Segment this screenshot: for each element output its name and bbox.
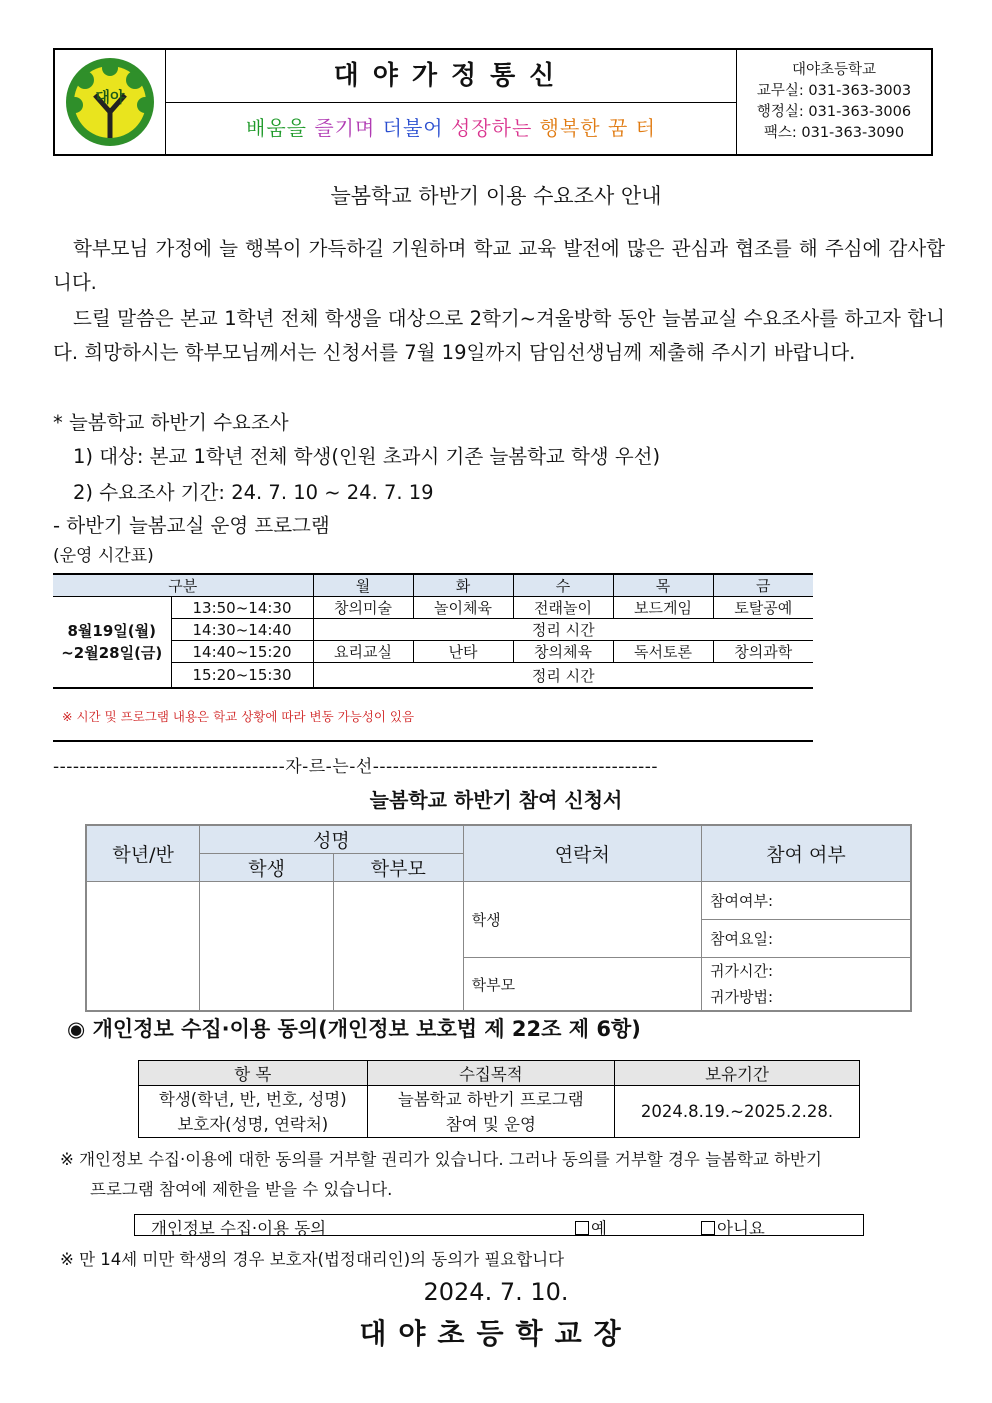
agree-yes-option[interactable]: [575, 1215, 607, 1239]
application-form-title: 늘봄학교 하반기 참여 신청서: [369, 788, 623, 812]
motto-part-3: 더불어: [382, 116, 451, 140]
consent-remark: [60, 1145, 950, 1205]
yes-label: 예: [591, 1219, 607, 1238]
privacy-purpose-line-2: 참여 및 운영: [445, 1114, 536, 1134]
student-name-field[interactable]: [200, 882, 334, 1012]
guardian-remark: ※ 만 14세 미만 학생의 경우 보호자(법정대리인)의 동의가 필요합니다: [60, 1250, 565, 1269]
privacy-header-period: 보유기간: [615, 1061, 860, 1086]
consent-remark-line-2: 프로그램 참여에 제한을 받을 수 있습니다.: [90, 1180, 393, 1199]
privacy-item: [139, 1086, 368, 1138]
header-wed: 수: [513, 574, 613, 597]
header-fri: 금: [713, 574, 813, 597]
form-header-contact: 연락처: [463, 825, 701, 882]
program-fri-2: 창의과학: [713, 641, 813, 663]
home-info-field[interactable]: [702, 958, 912, 1012]
privacy-period: 2024.8.19.~2025.2.28.: [615, 1086, 860, 1138]
period-end: ~2월28일(금): [61, 644, 163, 662]
time-slot-2: 14:30~14:40: [171, 619, 313, 641]
program-thu-1: 보드게임: [613, 597, 713, 619]
consent-agreement-row: [134, 1214, 864, 1236]
time-slot-1: 13:50~14:30: [171, 597, 313, 619]
privacy-table: [138, 1060, 860, 1138]
office-phone: 교무실: 031-363-3003: [756, 83, 912, 99]
newsletter-title: 대야가정통신: [166, 50, 737, 103]
consent-remark-line-1: ※ 개인정보 수집·이용에 대한 동의를 거부할 권리가 있습니다. 그러나 동의를 거부할 경우 늘봄학교 하반기: [60, 1150, 822, 1169]
schedule-table: [53, 573, 813, 689]
consent-title: [67, 1013, 641, 1043]
schedule-note: ※ 시간 및 프로그램 내용은 학교 상황에 따라 변동 가능성이 있음: [62, 709, 415, 724]
form-header-name: 성명: [200, 825, 463, 854]
grade-class-field[interactable]: [86, 882, 200, 1012]
bullet-icon: ◉: [67, 1017, 86, 1041]
motto-part-1: 배움을: [246, 116, 315, 140]
school-motto: [166, 103, 737, 154]
home-way-label: 귀가방법:: [710, 988, 774, 1006]
program-wed-2: 창의체육: [513, 641, 613, 663]
document-date: 2024. 7. 10.: [423, 1278, 569, 1306]
motto-part-2: 즐기며: [314, 116, 383, 140]
motto-part-5: 행복한 꿈 터: [539, 116, 656, 140]
program-fri-1: 토탈공예: [713, 597, 813, 619]
time-slot-4: 15:20~15:30: [171, 663, 313, 689]
application-form-table: [85, 824, 912, 1012]
privacy-header-item: 항 목: [139, 1061, 368, 1086]
time-slot-3: 14:40~15:20: [171, 641, 313, 663]
program-mon-2: 요리교실: [313, 641, 413, 663]
logo-text: 대야: [95, 88, 125, 106]
privacy-purpose: [367, 1086, 615, 1138]
principal-signature: 대야초등학교장: [359, 1317, 633, 1350]
privacy-purpose-line-1: 늘봄학교 하반기 프로그램: [397, 1089, 584, 1109]
fax-number: 팩스: 031-363-3090: [763, 125, 905, 141]
timetable-heading: (운영 시간표): [53, 546, 154, 566]
schedule-period: [53, 597, 171, 689]
admin-phone: 행정실: 031-363-3006: [756, 104, 912, 120]
header-box: [53, 48, 933, 156]
document-title: 늘봄학교 하반기 이용 수요조사 안내: [330, 184, 662, 208]
school-name: 대야초등학교: [791, 62, 877, 78]
privacy-item-line-1: 학생(학년, 반, 번호, 성명): [158, 1089, 347, 1109]
student-contact-field[interactable]: 학생: [463, 882, 701, 958]
header-thu: 목: [613, 574, 713, 597]
program-wed-1: 전래놀이: [513, 597, 613, 619]
home-time-label: 귀가시간:: [710, 962, 774, 980]
break-time-1: 정리 시간: [313, 619, 813, 641]
no-label: 아니요: [717, 1219, 765, 1238]
paragraph-greeting: 학부모님 가정에 늘 행복이 가득하길 기원하며 학교 교육 발전에 많은 관심과 협조를 해 주심에 감사합니다.: [53, 237, 945, 294]
consent-heading: 개인정보 수집·이용 동의(개인정보 보호법 제 22조 제 6항): [92, 1017, 641, 1041]
join-yn-field[interactable]: 참여여부:: [702, 882, 912, 920]
join-day-field[interactable]: 참여요일:: [702, 920, 912, 958]
form-header-grade: 학년/반: [86, 825, 200, 882]
break-time-2: 정리 시간: [313, 663, 813, 689]
paragraph-survey: 드릴 말씀은 본교 1학년 전체 학생을 대상으로 2학기~겨울방학 동안 늘봄교실 수요조사를 하고자 합니다. 희망하시는 학부모님께서는 신청서를 7월 19일까지 담임선생님께 제출해 주시기 바랍니다.: [53, 307, 945, 364]
survey-period: 2) 수요조사 기간: 24. 7. 10 ~ 24. 7. 19: [73, 481, 434, 504]
survey-target: 1) 대상: 본교 1학년 전체 학생(인원 초과시 기존 늘봄학교 학생 우선): [73, 445, 661, 468]
program-thu-2: 독서토론: [613, 641, 713, 663]
period-start: 8월19일(월): [67, 622, 156, 640]
program-mon-1: 창의미술: [313, 597, 413, 619]
yes-checkbox[interactable]: [575, 1221, 589, 1235]
header-category: 구분: [53, 574, 313, 597]
contact-info: [737, 50, 931, 154]
form-header-parent: 학부모: [333, 854, 463, 882]
parent-name-field[interactable]: [333, 882, 463, 1012]
no-checkbox[interactable]: [701, 1221, 715, 1235]
header-mon: 월: [313, 574, 413, 597]
motto-part-4: 성장하는: [451, 116, 540, 140]
parent-contact-field[interactable]: 학부모: [463, 958, 701, 1012]
form-header-join: 참여 여부: [702, 825, 912, 882]
divider-line: [53, 740, 813, 742]
agree-no-option[interactable]: [701, 1215, 765, 1239]
program-tue-1: 놀이체육: [413, 597, 513, 619]
header-tue: 화: [413, 574, 513, 597]
program-heading: - 하반기 늘봄교실 운영 프로그램: [53, 514, 330, 537]
cut-line: -----------------------------------자-르-는-선-------------------------------------------: [53, 757, 659, 777]
privacy-header-purpose: 수집목적: [367, 1061, 615, 1086]
survey-heading: * 늘봄학교 하반기 수요조사: [53, 411, 289, 434]
privacy-item-line-2: 보호자(성명, 연락처): [177, 1114, 329, 1134]
program-tue-2: 난타: [413, 641, 513, 663]
school-logo: [55, 50, 166, 154]
agree-label: 개인정보 수집·이용 동의: [151, 1219, 327, 1238]
form-header-student: 학생: [200, 854, 334, 882]
